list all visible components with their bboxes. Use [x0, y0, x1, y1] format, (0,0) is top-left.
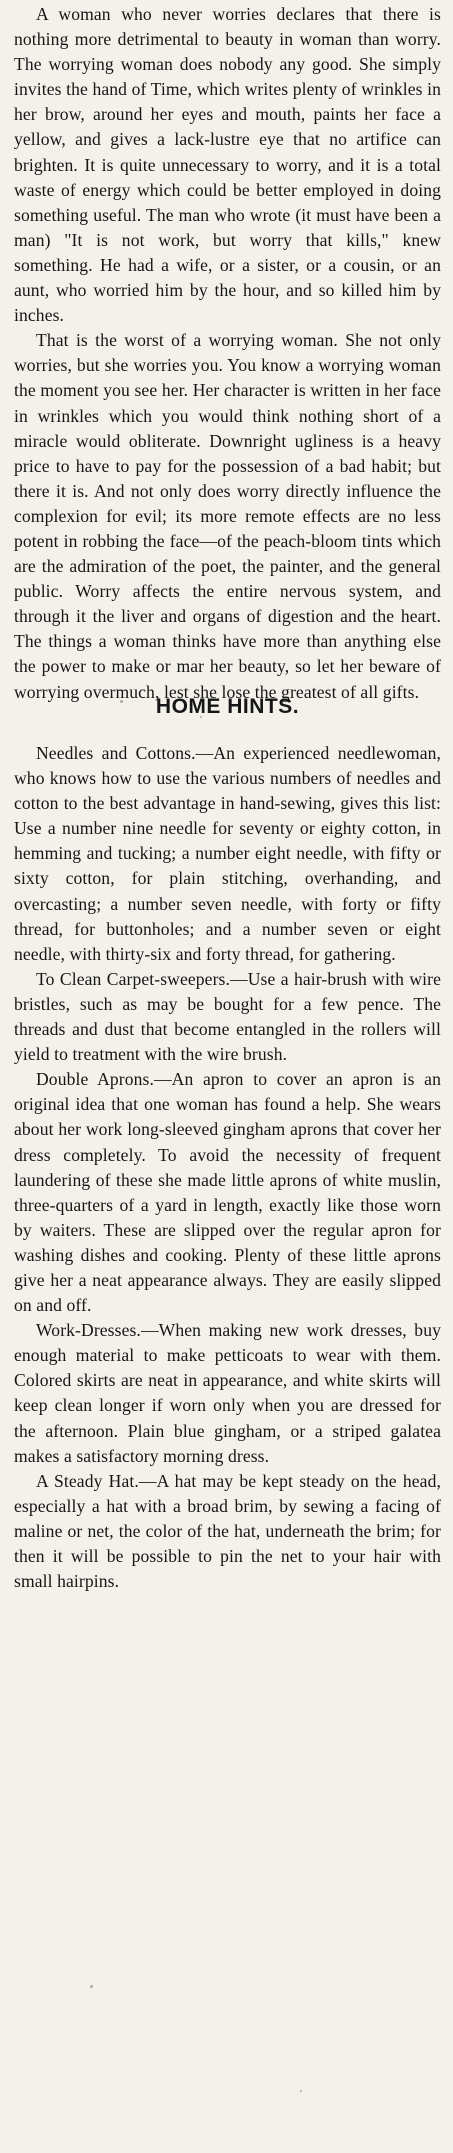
print-speck: [200, 716, 202, 718]
home-hints-section: [14, 741, 441, 2141]
hint-title: To Clean Carpet-sweepers.: [36, 968, 230, 989]
hint-title: Work-Dresses.: [36, 1320, 141, 1341]
print-speck: [350, 1180, 352, 1182]
article-paragraph-1: A woman who never worries declares that there is nothing more detrimental to beauty in woman than worry. The worrying woman does nobody any good. She simply invites the hand of Time, which writes plenty of wrinkles in her brow, around her eyes and mouth, paints her face a yellow, and gives a lack-lustre eye that no artifice can brighten. It is quite unnecessary to worry, and it is a total waste of energy which could be better employed in doing something useful. The man who wrote (it must have been a man) "It is not work, but worry that kills," knew something. He had a wife, or a sister, or a cousin, or an aunt, who worried him by the hour, and so killed him by inches.: [14, 4, 441, 326]
hint-carpet-sweepers: [14, 967, 441, 1067]
hint-body: —When making new work dresses, buy enough material to make petticoats to wear with them. Colored skirts are neat in appearance, and white skirts will keep clean longer if worn only when you are dressed for the afternoon. Plain blue gingham, or a striped galatea makes a satisfactory morning dress.: [14, 1320, 441, 1466]
hint-body: —Use a hair-brush with wire bristles, such as may be bought for a few pence. The threads and dust that become entangled in the rollers will yield to treatment with the wire brush.: [14, 968, 441, 1065]
hint-needles-and-cottons: [14, 741, 441, 967]
article-paragraph-2: That is the worst of a worrying woman. She not only worries, but she worries you. You know a worrying woman the moment you see her. Her character is written in her face in wrinkles which you would think nothing short of a miracle would obliterate. Downright ugliness is a heavy price to have to pay for the possession of a bad habit; but there it is. And not only does worry directly influence the complexion for evil; its more remote effects are no less potent in robbing the face—of the peach-bloom tints which are the admiration of the poet, the painter, and the general public. Worry affects the entire nervous system, and through it the liver and organs of digestion and the heart. The things a woman thinks have more than anything else the power to make or mar her beauty, so let her beware of worrying overmuch, lest she lose the greatest of all gifts.: [14, 330, 441, 702]
section-heading: HOME HINTS.: [155, 695, 300, 718]
print-speck: [90, 1985, 93, 1988]
hint-body: —A hat may be kept steady on the head, especially a hat with a broad brim, by sewing a facing of maline or net, the color of the hat, underneath the brim; for then it will be possible to pin the net to your hair with small hairpins.: [14, 1470, 441, 1592]
hint-body: —An apron to cover an apron is an original idea that one woman has found a help. She wears about her work long-sleeved gingham aprons that cover her dress completely. To avoid the necessity of frequent laundering of these she made little aprons of white muslin, three-quarters of a yard in length, exactly like those worn by waiters. These are slipped over the regular apron for washing dishes and cooking. Plenty of these little aprons give her a neat appearance always. They are easily slipped on and off.: [14, 1069, 441, 1316]
section-heading-zone: [14, 683, 441, 741]
hint-body: —An experienced needlewoman, who knows how to use the various numbers of needles and cotton to the best advantage in hand-sewing, gives this list: Use a number nine needle for seventy or eighty cotton, in hemming and tucking; a number eight needle, with fifty or sixty cotton, for plain stitching, overhanding, and overcasting; a number seven needle, with forty or fifty thread, for buttonholes; and a number seven or eight needle, with thirty-six and forty thread, for gathering.: [14, 743, 441, 964]
hint-steady-hat: [14, 1469, 441, 1594]
print-speck: [300, 2090, 302, 2092]
print-speck: [120, 700, 123, 703]
hint-title: Double Aprons.: [36, 1069, 154, 1090]
hint-work-dresses: [14, 1318, 441, 1469]
hint-double-aprons: [14, 1067, 441, 1318]
worry-article: [14, 2, 441, 702]
hint-title: A Steady Hat.: [36, 1470, 139, 1491]
hint-title: Needles and Cottons.: [36, 743, 196, 763]
